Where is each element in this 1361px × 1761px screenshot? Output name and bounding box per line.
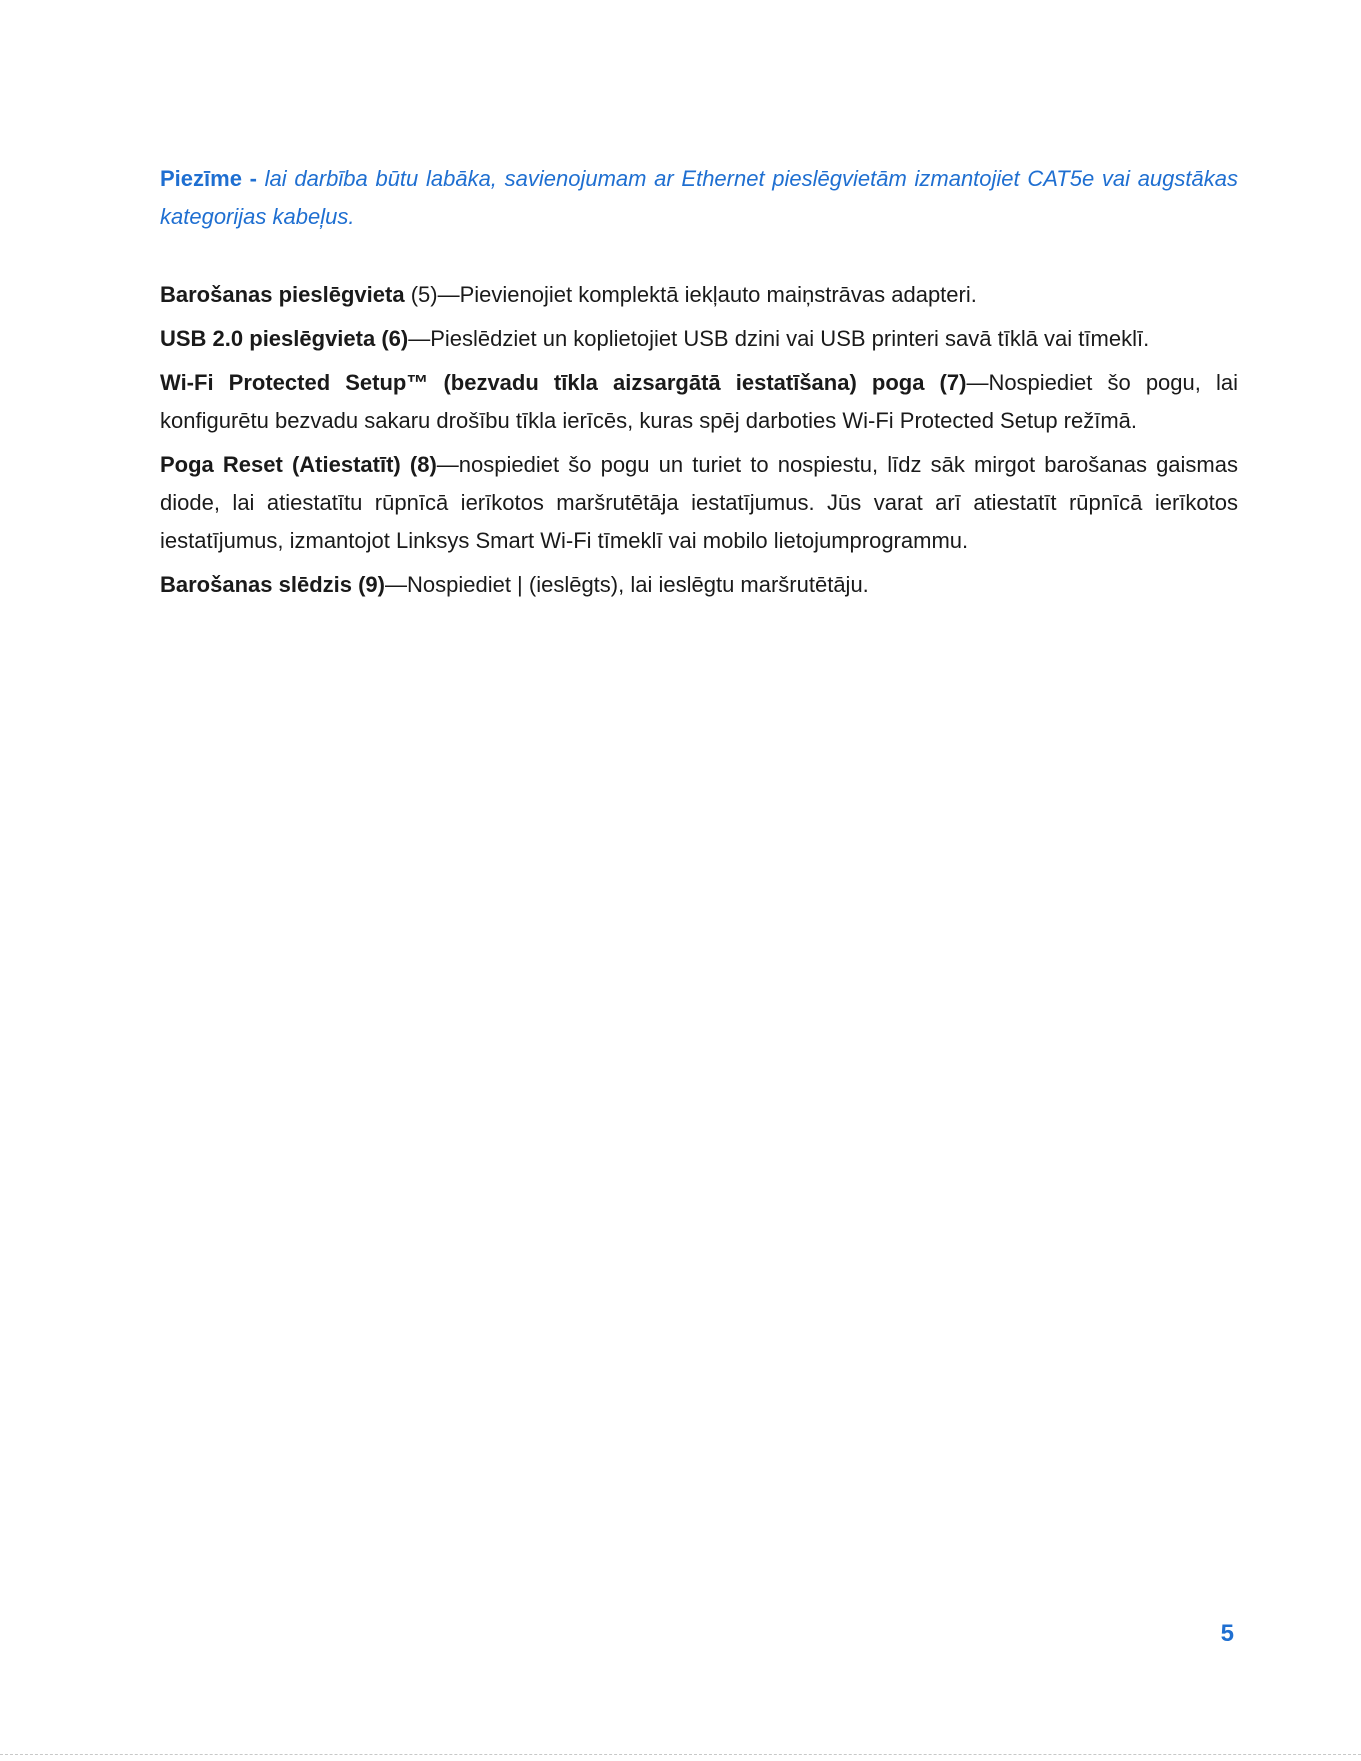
note-label: Piezīme - [160, 166, 265, 191]
note-paragraph [160, 160, 1238, 236]
item-description: —nospiediet šo pogu un turiet to nospiestu, līdz sāk mirgot barošanas gaismas diode, lai atiestatītu rūpnīcā ierīkotos maršrutētāja iestatījumus. Jūs varat arī atiestatīt rūpnīcā ierīkotos iestatījumus, izmantojot Linksys Smart Wi-Fi tīmeklī vai mobilo lietojumprogrammu. [160, 452, 1238, 553]
item-power-switch [160, 566, 1238, 604]
note-text: lai darbība būtu labāka, savienojumam ar Ethernet pieslēgvietām izmantojiet CAT5e vai augstākas kategorijas kabeļus. [160, 166, 1238, 229]
item-description: —Nospiediet šo pogu, lai konfigurētu bezvadu sakaru drošību tīkla ierīcēs, kuras spēj darboties Wi-Fi Protected Setup režīmā. [160, 370, 1238, 433]
item-term: Poga Reset (Atiestatīt) (8) [160, 452, 437, 477]
item-term: Barošanas slēdzis (9) [160, 572, 385, 597]
item-term: Wi-Fi Protected Setup™ (bezvadu tīkla aizsargātā iestatīšana) poga (7) [160, 370, 967, 395]
item-description: (5)—Pievienojiet komplektā iekļauto maiņstrāvas adapteri. [404, 282, 977, 307]
page-bottom-divider [0, 1754, 1361, 1755]
item-power-port [160, 276, 1238, 314]
item-term: USB 2.0 pieslēgvieta (6) [160, 326, 409, 351]
item-description: —Nospiediet | (ieslēgts), lai ieslēgtu maršrutētāju. [384, 572, 869, 597]
item-wps-button [160, 364, 1238, 440]
page-content [160, 160, 1238, 610]
item-reset-button [160, 446, 1238, 560]
item-term: Barošanas pieslēgvieta [160, 282, 405, 307]
item-usb-port [160, 320, 1238, 358]
page-number: 5 [1220, 1620, 1234, 1647]
item-description: —Pieslēdziet un koplietojiet USB dzini vai USB printeri savā tīklā vai tīmeklī. [408, 326, 1150, 351]
